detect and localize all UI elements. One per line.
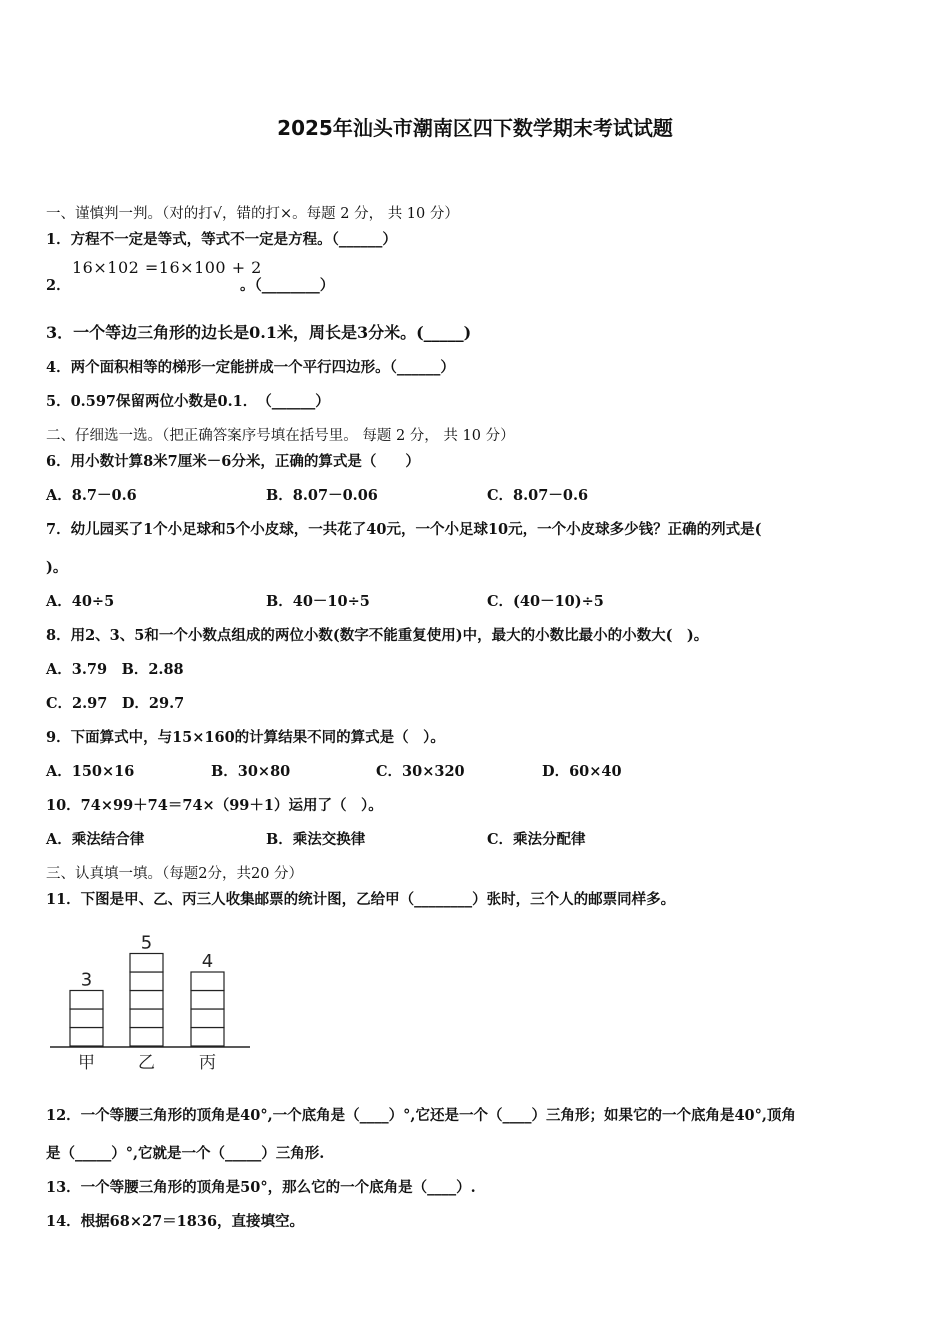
- question-8-options-row-1: A．3.79 B．2.88: [46, 661, 184, 678]
- question-4: 4．两个面积相等的梯形一定能拼成一个平行四边形。（______）: [46, 359, 455, 376]
- question-9: 9．下面算式中，与15×160的计算结果不同的算式是（ ）。: [46, 729, 445, 746]
- question-10-option-a: A．乘法结合律: [46, 831, 145, 848]
- bar-cell-乙: [130, 1028, 163, 1047]
- question-6-option-c: C．8.07－0.6: [487, 487, 589, 504]
- section-3-heading: 三、认真填一填。（每题2分，共20 分）: [46, 866, 304, 882]
- question-6-option-a: A．8.7－0.6: [46, 487, 137, 504]
- question-3: 3．一个等边三角形的边长是0.1米，周长是3分米。(_____): [46, 323, 472, 342]
- question-14: 14．根据68×27＝1836，直接填空。: [46, 1213, 305, 1230]
- bar-value-label: 5: [140, 932, 153, 954]
- bar-cell-丙: [191, 991, 224, 1010]
- page-title: 2025年汕头市潮南区四下数学期末考试试题: [277, 116, 673, 140]
- question-2-tail: 。（________）: [240, 277, 335, 294]
- question-10-option-b: B．乘法交换律: [266, 831, 366, 848]
- question-7-option-a: A．40÷5: [46, 593, 115, 610]
- question-10-option-c: C．乘法分配律: [487, 831, 586, 848]
- question-12-line-1: 12．一个等腰三角形的顶角是40°,一个底角是（____）°,它还是一个（____）三角形；如果它的一个底角是40°,顶角: [46, 1107, 796, 1124]
- stamp-bar-chart: [46, 918, 256, 1078]
- bar-value-label: 3: [80, 969, 93, 991]
- question-7-option-b: B．40－10÷5: [266, 593, 370, 610]
- question-9-option-b: B．30×80: [211, 763, 291, 780]
- question-5: 5．0.597保留两位小数是0.1． （______）: [46, 393, 330, 410]
- section-2-heading: 二、仔细选一选。（把正确答案序号填在括号里。 每题 2 分， 共 10 分）: [46, 428, 515, 444]
- question-2-formula: 16×102 =16×100 + 2: [72, 258, 262, 277]
- category-label: 乙: [138, 1053, 155, 1073]
- bar-cell-甲: [70, 1009, 103, 1028]
- bar-cell-丙: [191, 1009, 224, 1028]
- question-6: 6．用小数计算8米7厘米－6分米，正确的算式是（ ）: [46, 453, 420, 470]
- section-1-heading: 一、谨慎判一判。（对的打√，错的打×。每题 2 分， 共 10 分）: [46, 206, 459, 222]
- bar-cell-丙: [191, 1028, 224, 1047]
- question-10: 10．74×99＋74＝74×（99＋1）运用了（ ）。: [46, 797, 383, 814]
- question-9-option-a: A．150×16: [46, 763, 135, 780]
- question-1: 1．方程不一定是等式，等式不一定是方程。（______）: [46, 231, 397, 248]
- question-2-number: 2．: [46, 277, 71, 294]
- question-12-line-2: 是（_____）°,它就是一个（_____）三角形.: [46, 1145, 325, 1162]
- question-8-options-row-2: C．2.97 D．29.7: [46, 695, 185, 712]
- bar-cell-乙: [130, 954, 163, 973]
- question-6-option-b: B．8.07－0.06: [266, 487, 378, 504]
- bar-cell-乙: [130, 1009, 163, 1028]
- question-7-line-2: )。: [46, 559, 68, 576]
- category-label: 甲: [78, 1053, 95, 1073]
- bar-cell-乙: [130, 991, 163, 1010]
- bar-value-label: 4: [201, 951, 214, 972]
- question-9-option-c: C．30×320: [376, 763, 465, 780]
- question-9-option-d: D．60×40: [542, 763, 622, 780]
- bar-cell-甲: [70, 991, 103, 1010]
- question-8: 8．用2、3、5和一个小数点组成的两位小数(数字不能重复使用)中，最大的小数比最小的小数大( )。: [46, 627, 709, 644]
- question-13: 13．一个等腰三角形的顶角是50°，那么它的一个底角是（____）.: [46, 1179, 476, 1196]
- question-11: 11．下图是甲、乙、丙三人收集邮票的统计图，乙给甲（________）张时，三个人的邮票同样多。: [46, 891, 676, 908]
- question-7-line-1: 7．幼儿园买了1个小足球和5个小皮球，一共花了40元，一个小足球10元，一个小皮球多少钱？正确的列式是(: [46, 521, 762, 538]
- bar-cell-乙: [130, 972, 163, 991]
- category-label: 丙: [199, 1053, 216, 1073]
- question-7-option-c: C．(40－10)÷5: [487, 593, 604, 610]
- bar-cell-甲: [70, 1028, 103, 1047]
- bar-cell-丙: [191, 972, 224, 991]
